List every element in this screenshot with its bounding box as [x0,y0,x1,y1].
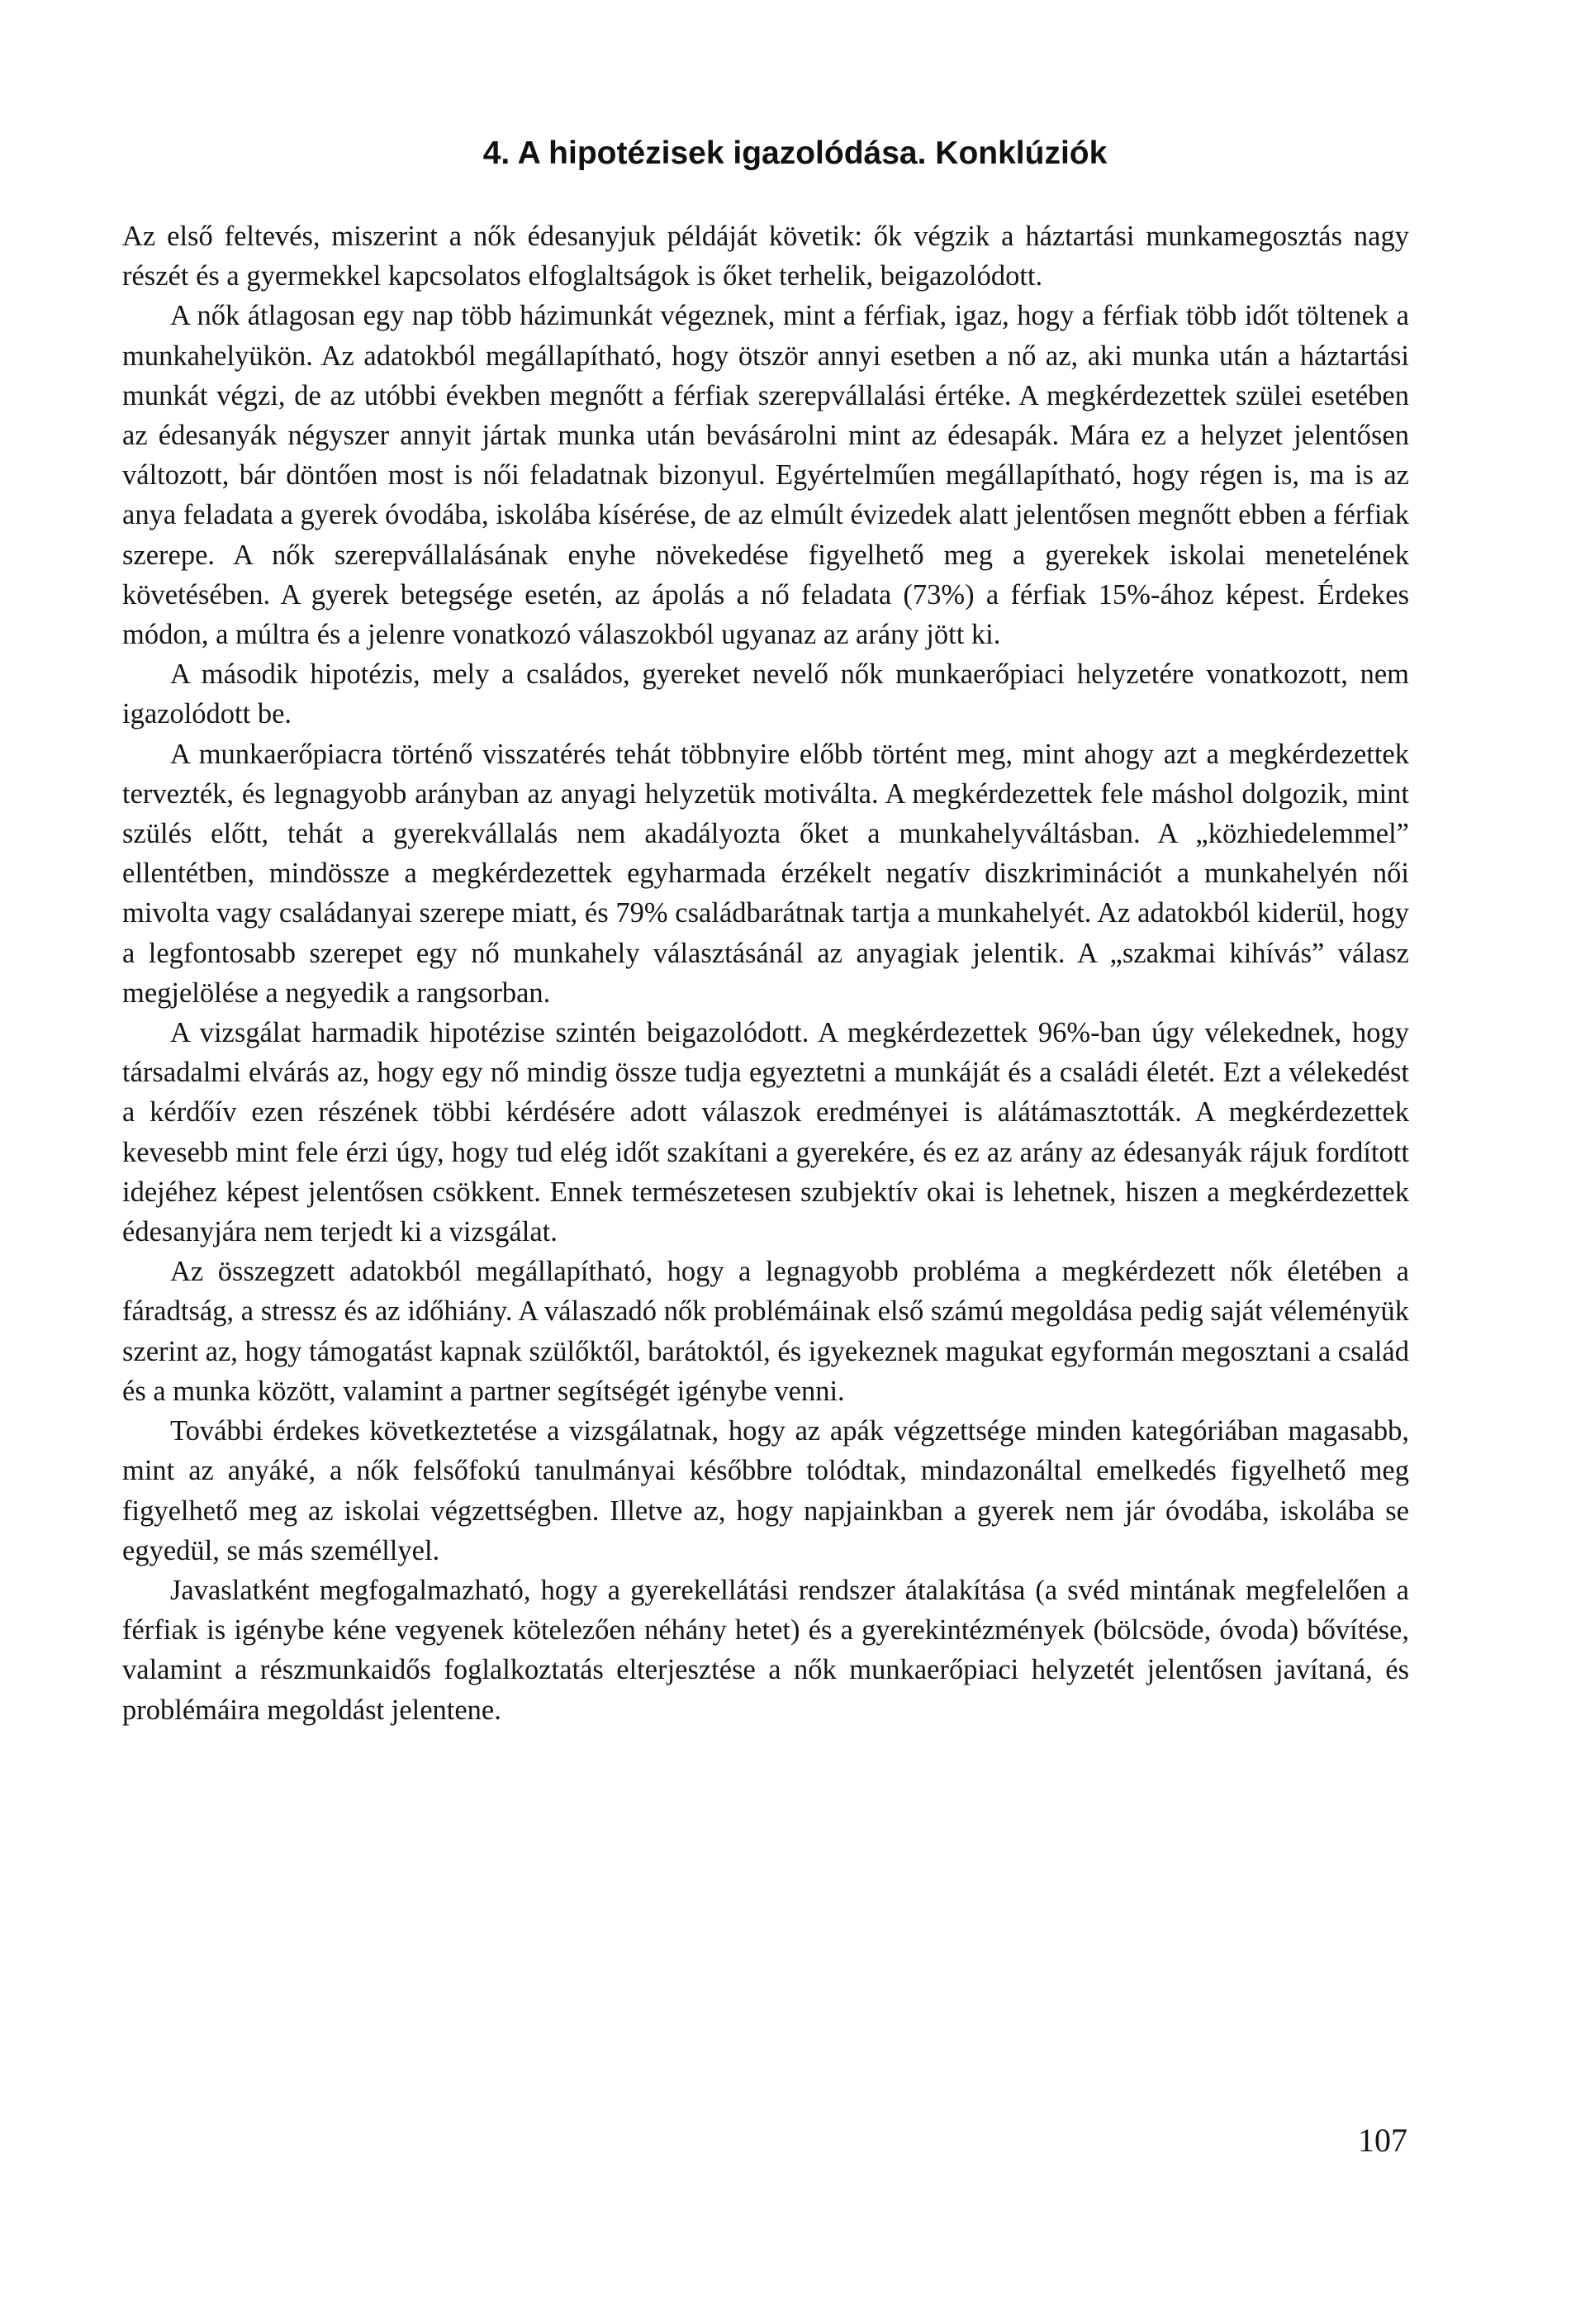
paragraph-8: Javaslatként megfogalmazható, hogy a gyerekellátási rendszer átalakítása (a svéd mintának megfelelően a férfiak is igénybe kéne vegyenek kötelezően néhány hetet) és a gyerekintézmények (bölcsöde, óvoda) bővítése, valamint a részmunkaidős foglalkoztatás elterjesztése a nők munkaerőpiaci helyzetét jelentősen javítaná, és problémáira megoldást jelentene. [122,1574,1409,1726]
paragraph-3: A második hipotézis, mely a családos, gyereket nevelő nők munkaerőpiaci helyzetére vonatkozott, nem igazolódott be. [122,658,1409,730]
paragraph-5: A vizsgálat harmadik hipotézise szintén beigazolódott. A megkérdezettek 96%-ban úgy vélekednek, hogy társadalmi elvárás az, hogy egy nő mindig össze tudja egyeztetni a munkáját és a családi életét. Ezt a vélekedést a kérdőív ezen részének többi kérdésére adott válaszok eredményei is alátámasztották. A megkérdezettek kevesebb mint fele érzi úgy, hogy tud elég időt szakítani a gyerekére, és ez az arány az édesanyák rájuk fordított idejéhez képest jelentősen csökkent. Ennek természetesen szubjektív okai is lehetnek, hiszen a megkérdezettek édesanyjára nem terjedt ki a vizsgálat. [122,1017,1409,1248]
paragraph-7: További érdekes következtetése a vizsgálatnak, hogy az apák végzettsége minden kategóriában magasabb, mint az anyáké, a nők felsőfokú tanulmányai későbbre tolódtak, mindazonáltal emelkedés figyelhető meg figyelhető meg az iskolai végzettségben. Illetve az, hogy napjainkban a gyerek nem jár óvodába, iskolába se egyedül, se más személlyel. [122,1415,1409,1566]
paragraph-6: Az összegzett adatokból megállapítható, hogy a legnagyobb probléma a megkérdezett nők életében a fáradtság, a stressz és az időhiány. A válaszadó nők problémáinak első számú megoldása pedig saját véleményük szerint az, hogy támogatást kapnak szülőktől, barátoktól, és igyekeznek magukat egyformán megosztani a család és a munka között, valamint a partner segítségét igénybe venni. [122,1256,1409,1407]
paragraph-1: Az első feltevés, miszerint a nők édesanyjuk példáját követik: ők végzik a háztartási munkamegosztás nagy részét és a gyermekkel kapcsolatos elfoglaltságok is őket terhelik, beigazolódott. [122,221,1409,292]
paragraph-2: A nők átlagosan egy nap több házimunkát végeznek, mint a férfiak, igaz, hogy a férfiak több időt töltenek a munkahelyükön. Az adatokból megállapítható, hogy ötször annyi esetben a nő az, aki munka után a háztartási munkát végzi, de az utóbbi években megnőtt a férfiak szerepvállalási értéke. A megkérdezettek szülei esetében az édesanyák négyszer annyit jártak munka után bevásárolni mint az édesapák. Mára ez a helyzet jelentősen változott, bár döntően most is női feladatnak bizonyul. Egyértelműen megállapítható, hogy régen is, ma is az anya feladata a gyerek óvodába, iskolába kísérése, de az elmúlt évizedek alatt jelentősen megnőtt ebben a férfiak szerepe. A nők szerepvállalásának enyhe növekedése figyelhető meg a gyerekek iskolai menetelének követésében. A gyerek betegsége esetén, az ápolás a nő feladata (73%) a férfiak 15%-ához képest. Érdekes módon, a múltra és a jelenre vonatkozó válaszokból ugyanaz az arány jött ki. [122,300,1409,651]
section-heading: 4. A hipotézisek igazolódása. Konklúziók [482,135,1108,171]
paragraph-4: A munkaerőpiacra történő visszatérés tehát többnyire előbb történt meg, mint ahogy azt a megkérdezettek tervezték, és legnagyobb arányban az anyagi helyzetük motiválta. A megkérdezettek fele máshol dolgozik, mint szülés előtt, tehát a gyerekvállalás nem akadályozta őket a munkahelyváltásban. A „közhiedelemmel” ellentétben, mindössze a megkérdezettek egyharmada érzékelt negatív diszkriminációt a munkahelyén női mivolta vagy családanyai szerepe miatt, és 79% családbarátnak tartja a munkahelyét. Az adatokból kiderül, hogy a legfontosabb szerepet egy nő munkahely választásánál az anyagiak jelentik. A „szakmai kihívás” válasz megjelölése a negyedik a rangsorban. [122,738,1409,1009]
body-text [122,216,1409,1730]
page-number: 107 [1358,2122,1407,2159]
